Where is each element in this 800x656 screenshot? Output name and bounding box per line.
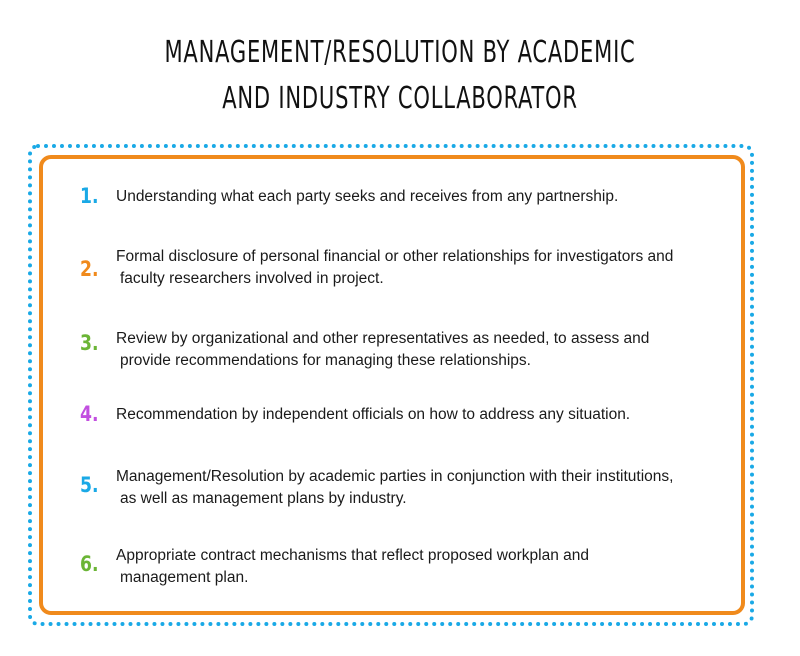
item-number-1: 1.: [80, 184, 99, 208]
item-5-line-1: Management/Resolution by academic parties in conjunction with their institutions,: [116, 468, 674, 485]
item-3-line-1: Review by organizational and other representatives as needed, to assess and: [116, 330, 650, 347]
item-text-1: [116, 186, 736, 208]
item-number-2: 2.: [80, 257, 99, 281]
item-number-4: 4.: [80, 402, 99, 426]
item-text-2: [116, 246, 736, 290]
title-line-2: AND INDUSTRY COLLABORATOR: [222, 81, 578, 116]
item-text-6: [116, 545, 736, 589]
item-text-5: [116, 466, 736, 510]
item-1-line-1: Understanding what each party seeks and receives from any partnership.: [116, 188, 619, 205]
item-3-line-2: provide recommendations for managing these relationships.: [120, 352, 531, 369]
item-text-4: [116, 404, 736, 426]
item-2-line-1: Formal disclosure of personal financial or other relationships for investigators and: [116, 248, 674, 265]
item-6-line-2: management plan.: [120, 569, 249, 586]
item-2-line-2: faculty researchers involved in project.: [120, 270, 384, 287]
diagram-title: [88, 30, 712, 122]
item-6-line-1: Appropriate contract mechanisms that reflect proposed workplan and: [116, 547, 589, 564]
item-number-3: 3.: [80, 331, 99, 355]
title-line-1: MANAGEMENT/RESOLUTION BY ACADEMIC: [164, 35, 636, 70]
item-5-line-2: as well as management plans by industry.: [120, 490, 407, 507]
item-number-5: 5.: [80, 473, 99, 497]
item-number-6: 6.: [80, 552, 99, 576]
item-text-3: [116, 328, 736, 372]
item-4-line-1: Recommendation by independent officials on how to address any situation.: [116, 406, 631, 423]
